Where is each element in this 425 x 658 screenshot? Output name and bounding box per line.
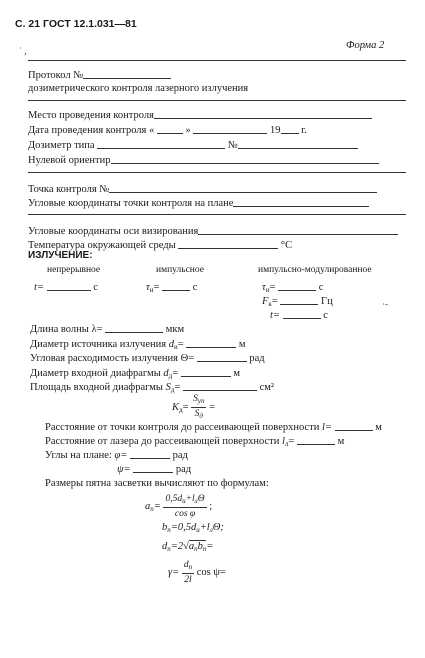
a-denominator: cos φ bbox=[174, 509, 196, 519]
k-num: S bbox=[193, 394, 198, 404]
source-diam-sub: и bbox=[173, 343, 178, 351]
plan-angles-label: Углы на плане: bbox=[45, 450, 112, 461]
mod-t-unit: с bbox=[323, 310, 328, 321]
aperture-area-sub: д bbox=[170, 386, 175, 394]
dist-laser-label: Расстояние от лазера до рассеивающей поверхности bbox=[45, 436, 280, 447]
place-line bbox=[28, 108, 372, 122]
zero-field[interactable] bbox=[111, 153, 379, 164]
aperture-area-field[interactable] bbox=[183, 380, 257, 391]
protocol-subtitle: дозиметрического контроля лазерного излучения bbox=[28, 83, 249, 94]
a-num-part1: 0,5d bbox=[165, 494, 183, 504]
wavelength-label: Длина волны λ= bbox=[30, 324, 103, 335]
continuous-t-symbol: t= bbox=[34, 282, 45, 293]
date-label: Дата проведения контроля « bbox=[28, 125, 155, 136]
sight-field[interactable] bbox=[198, 224, 398, 235]
sight-label: Угловые координаты оси визирования bbox=[28, 226, 199, 237]
divergence-label: Угловая расходимость излучения Θ= bbox=[30, 353, 195, 364]
aperture-diam-symbol: d bbox=[163, 368, 169, 379]
date-month-field[interactable] bbox=[193, 123, 267, 134]
pulsed-tau-sub: и bbox=[149, 286, 154, 294]
date-line bbox=[28, 123, 307, 137]
pulsed-tau-line bbox=[146, 280, 197, 296]
aperture-diam-label: Диаметр входной диафрагмы bbox=[30, 368, 161, 379]
mod-f-unit: Гц bbox=[321, 296, 333, 307]
b-rhs-part3: Θ; bbox=[212, 522, 224, 533]
margin-mark: ˙ˉ bbox=[382, 302, 388, 312]
mod-tau-unit: с bbox=[318, 282, 324, 293]
pulsed-tau-unit: с bbox=[192, 282, 198, 293]
pulsed-tau-eq: = bbox=[153, 282, 160, 293]
source-diam-label: Диаметр источника излучения bbox=[30, 339, 167, 350]
k-num-sub: уп bbox=[197, 397, 205, 405]
corner-mark: ˙ , bbox=[19, 46, 27, 56]
mod-tau-field[interactable] bbox=[278, 280, 316, 291]
dist-point-label: Расстояние от точки контроля до рассеивающей поверхности bbox=[45, 422, 320, 433]
mod-f-sub: к bbox=[268, 300, 272, 308]
gamma-num-sub: п bbox=[188, 563, 193, 571]
d-radicand bbox=[189, 540, 207, 552]
zero-rule[interactable] bbox=[28, 172, 406, 173]
temp-unit: °С bbox=[280, 240, 293, 251]
temp-label: Температура окружающей среды bbox=[28, 240, 176, 251]
phi-symbol: φ= bbox=[114, 450, 128, 461]
gamma-num: d bbox=[183, 560, 189, 570]
a-num-sub2: л bbox=[194, 497, 198, 505]
divergence-field[interactable] bbox=[197, 351, 247, 362]
top-rule bbox=[28, 60, 406, 61]
aperture-diam-sub: д bbox=[168, 372, 173, 380]
dist-laser-symbol: l bbox=[281, 436, 285, 447]
pulsed-tau-symbol: τ bbox=[146, 282, 150, 293]
continuous-t-unit: с bbox=[93, 282, 98, 293]
protocol-title: Протокол № bbox=[28, 70, 84, 81]
formula-gamma bbox=[168, 560, 226, 585]
psi-line bbox=[117, 462, 191, 476]
gamma-fraction bbox=[182, 560, 194, 585]
date-mid: » bbox=[185, 125, 191, 136]
phi-field[interactable] bbox=[130, 448, 170, 459]
dist-laser-unit: м bbox=[337, 436, 345, 447]
source-diam-symbol: d bbox=[168, 339, 174, 350]
mod-t-field[interactable] bbox=[283, 308, 321, 319]
dosimeter-type-field[interactable] bbox=[97, 138, 225, 149]
b-lhs: b bbox=[162, 522, 168, 533]
point-label: Точка контроля № bbox=[28, 184, 110, 195]
protocol-rule[interactable] bbox=[28, 100, 406, 101]
d-lhs: d bbox=[162, 541, 168, 552]
formula-d bbox=[162, 541, 213, 555]
angles-rule[interactable] bbox=[28, 214, 406, 215]
psi-field[interactable] bbox=[133, 462, 173, 473]
d-tail: = bbox=[206, 541, 214, 552]
gamma-numerator bbox=[182, 560, 194, 574]
angles-field[interactable] bbox=[233, 196, 369, 207]
col-pulsed: импульсное bbox=[156, 265, 204, 275]
psi-unit: рад bbox=[175, 464, 192, 475]
place-label: Место проведения контроля bbox=[28, 110, 154, 121]
source-diam-unit: м bbox=[238, 339, 246, 350]
aperture-area-line bbox=[30, 380, 274, 396]
form-label: Форма 2 bbox=[346, 40, 385, 51]
plan-angles-line bbox=[45, 448, 188, 462]
k-den: S bbox=[194, 409, 200, 419]
source-diam-field[interactable] bbox=[186, 337, 236, 348]
k-den-sub: д bbox=[199, 412, 203, 420]
k-lhs-sub: д bbox=[179, 405, 183, 414]
zero-line bbox=[28, 153, 379, 167]
d-rad-a-sub: п bbox=[194, 545, 198, 553]
dist-laser-field[interactable] bbox=[297, 434, 335, 445]
k-fraction bbox=[191, 394, 206, 421]
aperture-diam-eq: = bbox=[172, 368, 179, 379]
dist-laser-eq: = bbox=[288, 436, 295, 447]
dosimeter-number-label: № bbox=[227, 140, 238, 151]
angles-label: Угловые координаты точки контроля на плане bbox=[28, 198, 234, 209]
d-rhs: =2√ bbox=[170, 541, 189, 552]
radiation-title: ИЗЛУЧЕНИЕ: bbox=[28, 250, 93, 261]
k-eq: = bbox=[182, 401, 189, 413]
a-num-part3: Θ bbox=[197, 494, 205, 504]
source-diam-eq: = bbox=[177, 339, 184, 350]
protocol-title-line bbox=[28, 68, 171, 82]
mod-tau-eq: = bbox=[269, 282, 276, 293]
pulsed-tau-field[interactable] bbox=[162, 280, 190, 291]
formula-a bbox=[145, 494, 212, 519]
continuous-t-field[interactable] bbox=[47, 280, 91, 291]
a-fraction bbox=[163, 494, 206, 519]
a-lhs-sub: п bbox=[150, 504, 154, 513]
aperture-diam-field[interactable] bbox=[181, 366, 231, 377]
sight-line bbox=[28, 224, 398, 238]
mod-f-eq: = bbox=[271, 296, 278, 307]
dist-point-symbol: l= bbox=[321, 422, 332, 433]
date-day-field[interactable] bbox=[157, 123, 183, 134]
mod-tau-sub: и bbox=[265, 286, 270, 294]
b-rhs-part2: +l bbox=[199, 522, 210, 533]
date-suffix: г. bbox=[301, 125, 307, 136]
d-lhs-sub: п bbox=[167, 545, 171, 553]
date-year: 19 bbox=[270, 125, 281, 136]
k-lhs: K bbox=[172, 401, 180, 413]
a-num-part2: +l bbox=[185, 494, 195, 504]
angles-line bbox=[28, 196, 369, 210]
place-field[interactable] bbox=[154, 108, 372, 119]
dosimeter-label: Дозиметр типа bbox=[28, 140, 95, 151]
psi-symbol: ψ= bbox=[117, 464, 131, 475]
a-numerator bbox=[163, 494, 206, 508]
spot-intro: Размеры пятна засветки вычисляют по формулам: bbox=[45, 478, 269, 489]
aperture-area-eq: = bbox=[174, 382, 181, 393]
gamma-denominator: 2l bbox=[184, 575, 192, 585]
aperture-area-unit: см² bbox=[259, 382, 275, 393]
aperture-area-symbol: S bbox=[165, 382, 171, 393]
date-year-field[interactable] bbox=[281, 123, 299, 134]
d-rad-b: b bbox=[197, 541, 203, 552]
col-continuous: непрерывное bbox=[47, 265, 101, 275]
wavelength-field[interactable] bbox=[105, 322, 163, 333]
gamma-tail: cos ψ= bbox=[196, 566, 226, 578]
phi-unit: рад bbox=[172, 450, 188, 461]
a-lhs: a bbox=[145, 500, 151, 512]
dosimeter-line bbox=[28, 138, 358, 152]
aperture-diam-unit: м bbox=[233, 368, 241, 379]
b-rhs-sub1: и bbox=[196, 526, 200, 534]
continuous-t-line bbox=[34, 280, 98, 294]
dist-point-line bbox=[45, 420, 382, 434]
b-rhs-sub2: л bbox=[209, 526, 213, 534]
d-rad-a: a bbox=[188, 541, 195, 552]
dist-point-unit: м bbox=[375, 422, 382, 433]
page-reference: С. 21 ГОСТ 12.1.031—81 bbox=[15, 18, 137, 30]
point-line bbox=[28, 182, 377, 196]
wavelength-unit: мкм bbox=[165, 324, 185, 335]
k-numerator bbox=[191, 394, 206, 408]
dosimeter-number-field[interactable] bbox=[238, 138, 358, 149]
mod-t-line bbox=[270, 308, 328, 322]
zero-label: Нулевой ориентир bbox=[28, 155, 111, 166]
d-rad-b-sub: п bbox=[202, 545, 207, 553]
wavelength-line bbox=[30, 322, 184, 336]
gamma-lhs: γ= bbox=[168, 566, 180, 578]
a-semicolon: ; bbox=[209, 500, 213, 512]
b-rhs-part1: =0,5d bbox=[170, 522, 197, 533]
a-eq: = bbox=[153, 500, 161, 512]
formula-k bbox=[172, 394, 215, 421]
divergence-line bbox=[30, 351, 265, 365]
protocol-number-field[interactable] bbox=[83, 68, 171, 79]
mod-f-symbol: F bbox=[262, 296, 269, 307]
temp-field[interactable] bbox=[178, 238, 278, 249]
mod-f-field[interactable] bbox=[280, 294, 318, 305]
aperture-area-label: Площадь входной диафрагмы bbox=[30, 382, 163, 393]
k-tail: = bbox=[209, 401, 216, 413]
divergence-unit: рад bbox=[249, 353, 265, 364]
col-modulated: импульсно-модулированное bbox=[258, 265, 372, 275]
mod-tau-symbol: τ bbox=[262, 282, 266, 293]
formula-b bbox=[162, 522, 224, 536]
a-num-sub1: и bbox=[182, 497, 186, 505]
point-field[interactable] bbox=[109, 182, 377, 193]
mod-t-symbol: t= bbox=[270, 310, 281, 321]
b-lhs-sub: п bbox=[167, 526, 171, 534]
dist-point-field[interactable] bbox=[335, 420, 373, 431]
dist-laser-sub: л bbox=[284, 440, 289, 448]
